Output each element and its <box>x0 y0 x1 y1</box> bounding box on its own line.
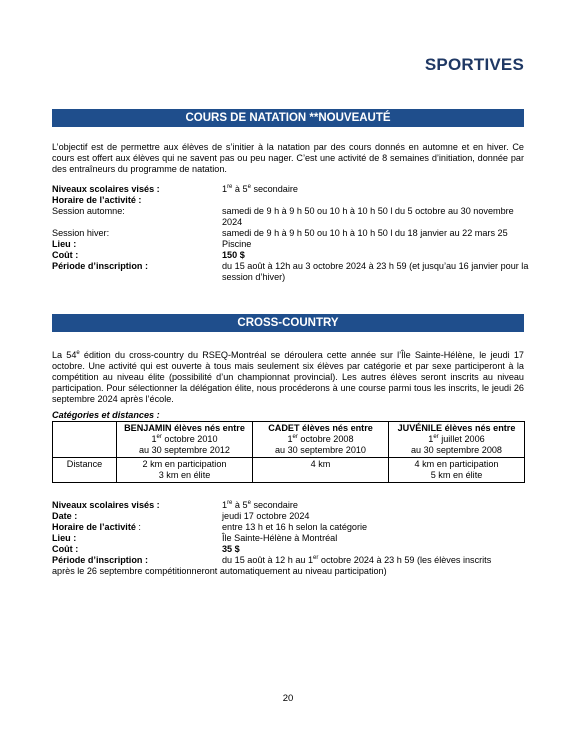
place-label: Lieu : <box>52 239 77 249</box>
period-label: Période d’inscription : <box>52 261 148 271</box>
place-label: Lieu : <box>52 533 77 543</box>
swimming-info <box>52 184 532 283</box>
swim-winter-row <box>52 228 532 239</box>
period-label: Période d’inscription : <box>52 555 148 565</box>
swim-cost-row <box>52 250 532 261</box>
categories-title: Catégories et distances : <box>52 410 160 420</box>
swim-place-row <box>52 239 532 250</box>
date-label: Date : <box>52 511 78 521</box>
cross-country-info <box>52 500 532 577</box>
cross-place-row <box>52 533 532 544</box>
schedule-label: Horaire de l’activité : <box>52 195 142 205</box>
cost-value: 35 $ <box>222 544 240 554</box>
cross-schedule-row <box>52 522 532 533</box>
cross-cost-row <box>52 544 532 555</box>
table-cell-benjamin-distance: 2 km en participation 3 km en élite <box>117 458 253 483</box>
swim-autumn-row <box>52 206 532 228</box>
winter-label: Session hiver: <box>52 228 110 238</box>
table-cell-cadet: CADET élèves nés entre 1er octobre 2008 au 30 septembre 2010 <box>253 422 389 458</box>
levels-label: Niveaux scolaires visés : <box>52 500 160 510</box>
schedule-label: Horaire de l’activité : <box>52 522 141 532</box>
table-row <box>53 458 525 483</box>
place-value: Piscine <box>222 239 252 249</box>
section-bar-swimming: COURS DE NATATION **NOUVEAUTÉ <box>52 109 524 127</box>
swim-levels-row <box>52 184 532 195</box>
date-value: jeudi 17 octobre 2024 <box>222 511 310 521</box>
cost-label: Coût : <box>52 250 79 260</box>
swimming-intro: L’objectif est de permettre aux élèves de s’initier à la natation par des cours donnés en automne et en hiver. Ce cours est offert aux élèves qui ne savent pas ou peu nager. C’est une activité de 8 semaines d’initiation, donnée par des entraîneurs du programme de natation. <box>52 142 524 174</box>
section-bar-cross-country: CROSS-COUNTRY <box>52 314 524 332</box>
levels-value: 1re à 5e secondaire <box>222 499 298 510</box>
autumn-label: Session automne: <box>52 206 125 216</box>
table-row <box>53 422 525 458</box>
cost-label: Coût : <box>52 544 79 554</box>
levels-label: Niveaux scolaires visés : <box>52 184 160 194</box>
schedule-value: entre 13 h et 16 h selon la catégorie <box>222 522 368 532</box>
winter-value: samedi de 9 h à 9 h 50 ou 10 h à 10 h 50 l du 18 janvier au 22 mars 25 <box>222 228 508 238</box>
swim-period-row <box>52 261 532 283</box>
page-heading: SPORTIVES <box>424 55 524 74</box>
levels-value: 1re à 5e secondaire <box>222 183 298 194</box>
cross-levels-row <box>52 500 532 511</box>
period-value: du 15 août à 12 h au 1er octobre 2024 à 23 h 59 (les élèves inscrits <box>222 554 492 565</box>
period-value: du 15 août à 12h au 3 octobre 2024 à 23 h 59 (et jusqu’au 16 janvier pour la session d’hiver) <box>222 261 529 282</box>
place-value: Île Sainte-Hélène à Montréal <box>222 533 338 543</box>
table-cell-juvenile-distance: 4 km en participation 5 km en élite <box>389 458 525 483</box>
cross-country-intro: La 54e édition du cross-country du RSEQ-Montréal se déroulera cette année sur l’Île Sainte-Hélène, le jeudi 17 octobre. Une activité qui est ouverte à tous mais seulement six élèves par catégorie et par sexe participeront à la compétition au niveau élite (possibilité d’un championnat provincial). Les autres élèves seront inscrits au niveau participation. Pour sélectionner la délégation élite, nous procéderons à une course parmi tous les inscrits, le jeudi 26 septembre 2024 après l’école. <box>52 349 524 404</box>
table-cell-juvenile: JUVÉNILE élèves nés entre 1er juillet 2006 au 30 septembre 2008 <box>389 422 525 458</box>
page-number: 20 <box>282 693 294 704</box>
table-cell-benjamin: BENJAMIN élèves nés entre 1er octobre 2010 au 30 septembre 2012 <box>117 422 253 458</box>
table-cell-empty <box>53 422 117 458</box>
categories-table <box>52 421 525 483</box>
period-continuation: après le 26 septembre compétitionneront automatiquement au niveau participation) <box>52 566 387 576</box>
table-cell-cadet-distance: 4 km <box>253 458 389 483</box>
cross-date-row <box>52 511 532 522</box>
swim-schedule-row <box>52 195 532 206</box>
table-cell-distance-label: Distance <box>53 458 117 483</box>
cost-value: 150 $ <box>222 250 245 260</box>
cross-period-row <box>52 555 532 566</box>
autumn-value: samedi de 9 h à 9 h 50 ou 10 h à 10 h 50 l du 5 octobre au 30 novembre 2024 <box>222 206 514 227</box>
